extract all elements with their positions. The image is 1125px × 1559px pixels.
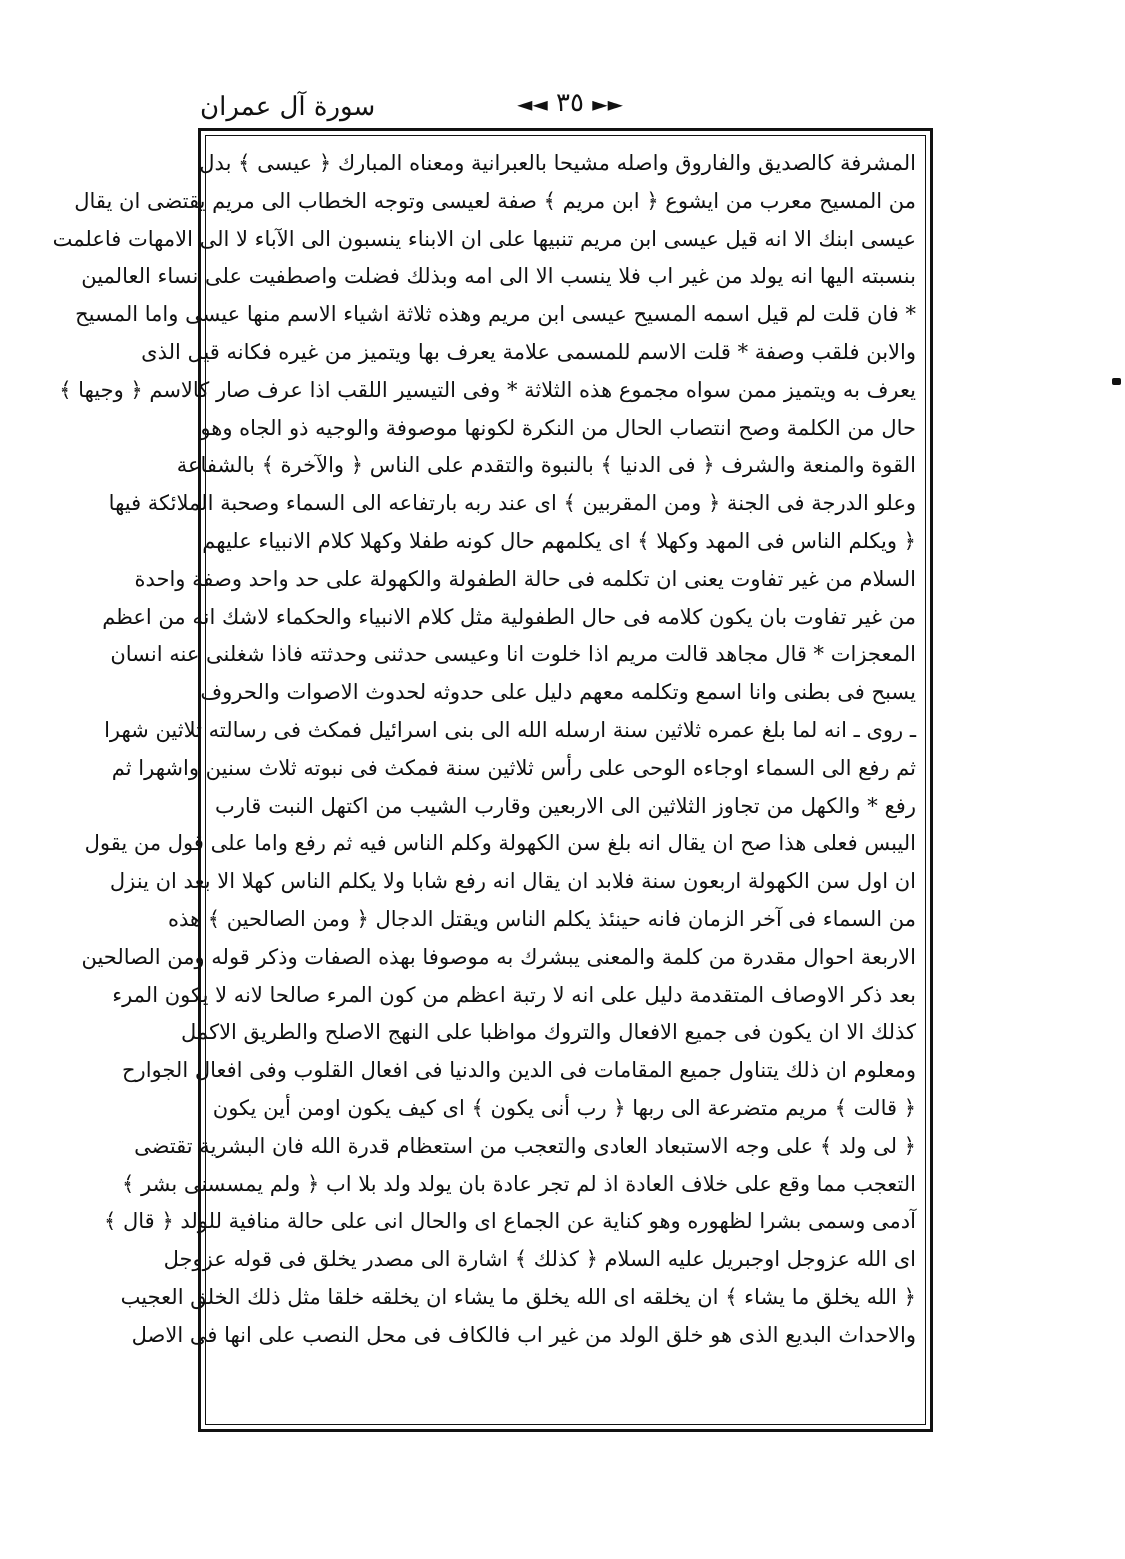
text-line: حال من الكلمة وصح انتصاب الحال من النكرة لكونها موصوفة والوجيه ذو الجاه وهو [200,415,916,440]
page-number-group [510,88,630,118]
text-line: رفع * والكهل من تجاوز الثلاثين الى الاربعين وقارب الشيب من اكتهل النبت قارب [215,793,916,818]
text-line: التعجب مما وقع على خلاف العادة اذ لم تجر عادة بان يولد ولد بلا اب ﴿ ولم يمسسنى بشر ﴾ [122,1171,916,1196]
text-line: ﴿ لى ولد ﴾ على وجه الاستبعاد العادى والتعجب من استعظام قدرة الله فان البشرية تقتضى [134,1133,916,1158]
page-number: ٣٥ [556,88,584,118]
text-line: * فان قلت لم قيل اسمه المسيح عيسى ابن مريم وهذه ثلاثة اشياء الاسم منها عيسى واما المسيح [75,302,916,327]
text-line: ـ روى ـ انه لما بلغ عمره ثلاثين سنة ارسله الله الى بنى اسرائيل فمكث فى رسالته ثلاثين شهرا [104,717,916,742]
text-line: من المسيح معرب من ايشوع ﴿ ابن مريم ﴾ صفة لعيسى وتوجه الخطاب الى مريم يقتضى ان يقال [74,188,916,213]
text-line: المعجزات * قال مجاهد قالت مريم اذا خلوت انا وعيسى حدثنى وحدثته فاذا شغلنى عنه انسان [110,642,916,667]
text-line: الاربعة احوال مقدرة من كلمة والمعنى يبشرك به موصوفا بهذه الصفات وذكر قوله ومن الصالحين [81,944,916,969]
text-line: والاحداث البديع الذى هو خلق الولد من غير اب فالكاف فى محل النصب على انها فى الاصل [131,1322,916,1347]
ornament-left: ◄◄ [517,92,548,116]
surah-title: سورة آل عمران [200,92,376,122]
text-line: اى الله عزوجل اوجبريل عليه السلام ﴿ كذلك ﴾ اشارة الى مصدر يخلق فى قوله عزوجل [163,1247,916,1272]
text-line: المشرفة كالصديق والفاروق واصله مشيحا بالعبرانية ومعناه المبارك ﴿ عيسى ﴾ بدل [199,151,916,175]
text-line: ومعلوم ان ذلك يتناول جميع المقامات فى الدين والدنيا فى افعال القلوب وفى افعال الجوارح [122,1058,916,1083]
text-line: السلام من غير تفاوت يعنى ان تكلمه فى حالة الطفولة والكهولة على حد واحد وصفة واحدة [134,566,916,591]
text-line: ثم رفع الى السماء اوجاءه الوحى على رأس ثلاثين سنة فمكث فى نبوته ثلاث سنين واشهرا ثم [111,755,916,780]
text-frame [52,128,933,1432]
text-line: ﴿ ويكلم الناس فى المهد وكهلا ﴾ اى يكلمهم حال كونه طفلا وكهلا كلام الانبياء عليهم [202,528,916,553]
text-line: اليبس فعلى هذا صح ان يقال انه بلغ سن الكهولة وكلم الناس فيه ثم رفع واما على قول من يقول [84,831,916,856]
text-line: بنسبته اليها انه يولد من غير اب فلا ينسب الا الى امه وبذلك فضلت واصطفيت على نساء العالمين [81,264,916,289]
text-line: من السماء فى آخر الزمان فانه حينئذ يكلم الناس ويقتل الدجال ﴿ ومن الصالحين ﴾ هذه [167,906,916,931]
ornament-right: ►► [592,92,623,116]
page-header [200,88,930,128]
text-line: وعلو الدرجة فى الجنة ﴿ ومن المقربين ﴾ اى عند ربه بارتفاعه الى السماء وصحبة الملائكة فيها [108,491,916,516]
text-line: من غير تفاوت بان يكون كلامه فى حال الطفولية مثل كلام الانبياء والحكماء لاشك انه من اعظم [102,604,916,629]
text-block [52,145,916,1355]
text-line: يعرف به ويتميز ممن سواه مجموع هذه الثلاثة * وفى التيسير اللقب اذا عرف صار كالاسم ﴿ وجيها ﴾ [59,377,916,402]
margin-mark [1112,378,1121,385]
text-line: عيسى ابنك الا انه قيل عيسى ابن مريم تنبيها على ان الابناء ينسبون الى الآباء لا الى الامهات فاعلمت [52,226,916,251]
text-line: ﴿ قالت ﴾ مريم متضرعة الى ربها ﴿ رب أنى يكون ﴾ اى كيف يكون اومن أين يكون [212,1095,916,1120]
text-line: والابن فلقب وصفة * قلت الاسم للمسمى علامة يعرف بها ويتميز من غيره فكانه قيل الذى [141,339,916,364]
text-line: ان اول سن الكهولة اربعون سنة فلابد ان يقال انه رفع شابا ولا يكلم الناس كهلا الا بعد ان ينزل [109,869,916,894]
text-line: كذلك الا ان يكون فى جميع الافعال والتروك مواظبا على النهج الاصلح والطريق الاكمل [181,1020,916,1045]
text-line: القوة والمنعة والشرف ﴿ فى الدنيا ﴾ بالنبوة والتقدم على الناس ﴿ والآخرة ﴾ بالشفاعة [176,453,916,478]
text-line: ﴿ الله يخلق ما يشاء ﴾ ان يخلقه اى الله يخلق ما يشاء ان يخلقه خلقا مثل ذلك الخلق العجيب [120,1284,916,1309]
text-line: بعد ذكر الاوصاف المتقدمة دليل على انه لا رتبة اعظم من كون المرء صالحا لانه لا يكون المرء [112,982,916,1007]
text-line: يسبح فى بطنى وانا اسمع وتكلمه معهم دليل على حدوثه لحدوث الاصوات والحروف [200,680,916,705]
text-line: آدمى وسمى بشرا لظهوره وهو كناية عن الجماع اى والحال انى على حالة منافية للولد ﴿ قال ﴾ [104,1209,916,1234]
